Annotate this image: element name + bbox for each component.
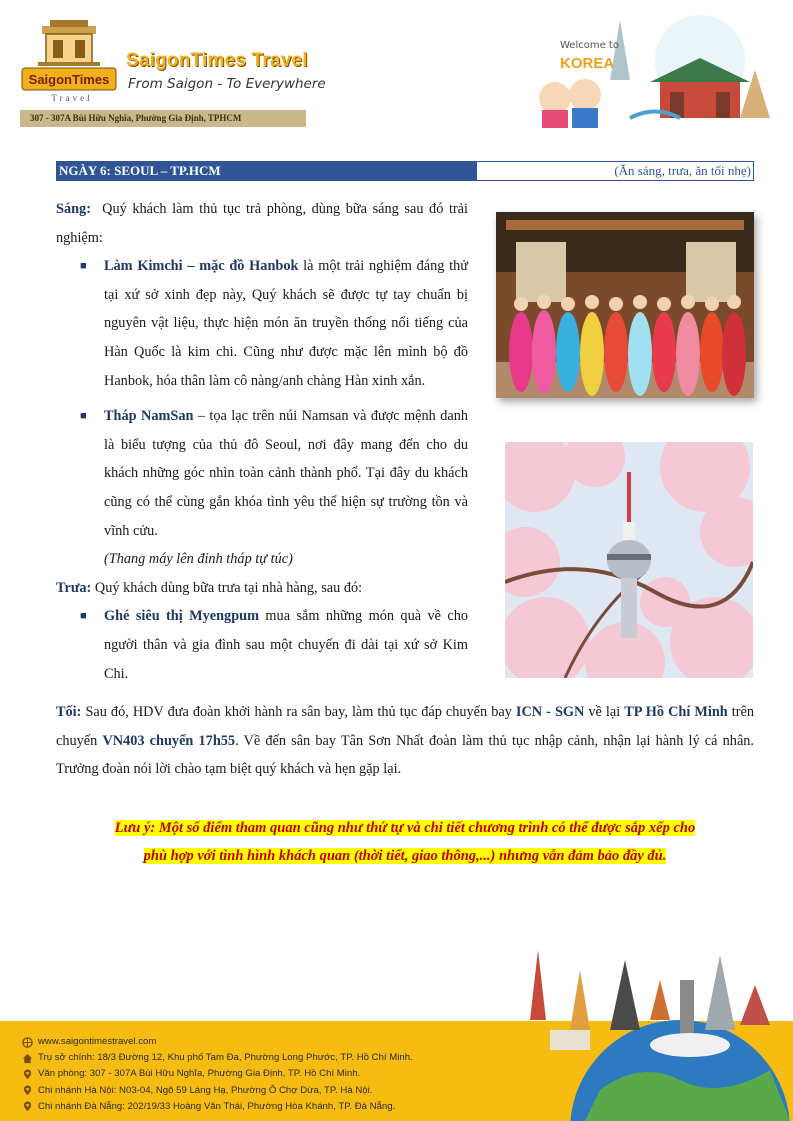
square-bullet-icon: ■ (80, 610, 87, 623)
morning-intro (56, 195, 468, 252)
flight-number: VN403 chuyến 17h55 (102, 732, 236, 749)
banner-country-text: KOREA (560, 55, 615, 72)
location-pin-icon (22, 1101, 33, 1112)
destination-city: TP Hồ Chí Minh (624, 704, 728, 720)
evening-text-1: Sau đó, HDV đưa đoàn khởi hành ra sân bay, làm thủ tục đáp chuyến bay (81, 704, 516, 720)
namsan-title: Tháp NamSan (104, 408, 194, 425)
banner-welcome-text: Welcome to (560, 40, 619, 51)
footer-website-row (22, 1034, 413, 1050)
logo-subtext: Travel (51, 93, 93, 103)
brand-slogan: From Saigon - To Everywhere (128, 76, 326, 92)
evening-text-4: . Về đến sân bay Tân Sơn Nhất đoàn làm thủ tục nhập cảnh, nhận lại hành lý cá nhân. Trưởng đoàn nói lời chào tạm biệt quý khách và hẹn gặp lại. (56, 732, 755, 778)
itinerary-disclaimer (56, 814, 754, 870)
list-item-myengpum (56, 602, 468, 688)
company-logo (20, 20, 118, 104)
footer-head-office: Trụ sở chính: 18/3 Đường 12, Khu phố Tam Đa, Phường Long Phước, TP. Hồ Chí Minh. (38, 1052, 413, 1064)
home-icon (22, 1053, 33, 1064)
morning-label: Sáng: (56, 201, 91, 217)
evening-paragraph (56, 698, 754, 784)
noon-intro-text: Quý khách dùng bữa trưa tại nhà hàng, sau đó: (91, 579, 363, 596)
brand-title: SaigonTimes Travel (126, 50, 308, 71)
itinerary-morning-section (56, 195, 468, 688)
kimchi-hanbok-text: là một trải nghiệm đáng thử tại xứ sở xinh đẹp này, Quý khách sẽ được tự tay chuẩn bị nguyên vật liệu, thực hiện món ăn truyền thống nổi tiếng của Hàn Quốc là kim chi. Cũng như được mặc lên mình bộ đồ Hanbok, hóa thân làm cô nàng/anh chàng Hàn xinh xắn. (104, 258, 468, 389)
disclaimer-line-2: phù hợp với tình hình khách quan (thời tiết, giao thông,...) nhưng vẫn đảm bảo đầy đủ. (143, 848, 667, 864)
myengpum-title: Ghé siêu thị Myengpum (104, 608, 260, 625)
hanbok-group-photo (496, 212, 754, 398)
square-bullet-icon: ■ (80, 260, 87, 273)
evening-text-3: trên chuyến (56, 704, 754, 749)
header-address: 307 - 307A Bùi Hữu Nghĩa, Phường Gia Định, TPHCM (20, 110, 306, 127)
list-item-kimchi-hanbok (56, 252, 468, 395)
footer-hanoi-branch: Chi nhánh Hà Nội: N03-04, Ngõ 59 Láng Hạ, Phường Ô Chợ Dừa, TP. Hà Nội. (38, 1084, 373, 1096)
welcome-korea-banner (530, 10, 780, 128)
logo-wordmark: SaigonTimes (28, 72, 110, 87)
namsan-text: – tọa lạc trên núi Namsan và được mệnh danh là biểu tượng của thủ đô Seoul, nơi đây mang đến cho du khách những góc nhìn toàn cảnh thành phố. Tại đây du khách cũng có thể cùng gắn khóa tình yêu thể hiện sự trường tồn và vĩnh cửu. (104, 408, 468, 539)
myengpum-text: mua sắm những món quà về cho người thân và gia đình sau một chuyến đi dài tại xứ sở Kim Chi. (104, 608, 468, 682)
footer-hanoi-row (22, 1083, 413, 1099)
flight-route: ICN - SGN (515, 704, 585, 720)
footer-danang-row (22, 1099, 413, 1115)
location-pin-icon (22, 1085, 33, 1096)
noon-intro (56, 574, 468, 603)
globe-icon (22, 1037, 33, 1048)
noon-label: Trưa: (56, 579, 92, 596)
footer-head-office-row (22, 1050, 413, 1066)
namsan-elevator-note: (Thang máy lên đỉnh tháp tự túc) (104, 551, 293, 568)
list-item-namsan-tower (56, 402, 468, 574)
day-heading-bar (56, 161, 754, 181)
day-title: NGÀY 6: SEOUL – TP.HCM (57, 162, 477, 180)
page-header (0, 0, 793, 135)
footer-danang-branch: Chi nhánh Đà Nẵng: 202/19/33 Hoàng Văn Thái, Phường Hòa Khánh, TP. Đà Nẵng. (38, 1100, 396, 1112)
evening-label: Tối: (56, 704, 82, 720)
world-landmarks-globe-art (490, 940, 793, 1121)
footer-office-row (22, 1066, 413, 1082)
evening-text-2: về lại (584, 704, 625, 720)
itinerary-evening-section (56, 698, 754, 784)
footer-office: Văn phòng: 307 - 307A Bùi Hữu Nghĩa, Phường Gia Định, TP. Hồ Chí Minh. (38, 1068, 361, 1080)
kimchi-hanbok-title: Làm Kimchi – mặc đồ Hanbok (104, 258, 299, 275)
day-meals: (Ăn sáng, trưa, ăn tối nhẹ) (614, 163, 751, 178)
disclaimer-line-1: Lưu ý: Một số điểm tham quan cũng như thứ tự và chi tiết chương trình có thể được sắp xếp cho (114, 820, 696, 836)
footer-contact-list (22, 1034, 413, 1115)
namsan-tower-photo (505, 442, 753, 678)
footer-website[interactable]: www.saigontimestravel.com (38, 1036, 157, 1047)
morning-intro-text: Quý khách làm thủ tục trả phòng, dùng bữa sáng sau đó trải nghiệm: (56, 201, 468, 246)
location-pin-icon (22, 1069, 33, 1080)
square-bullet-icon: ■ (80, 410, 87, 423)
